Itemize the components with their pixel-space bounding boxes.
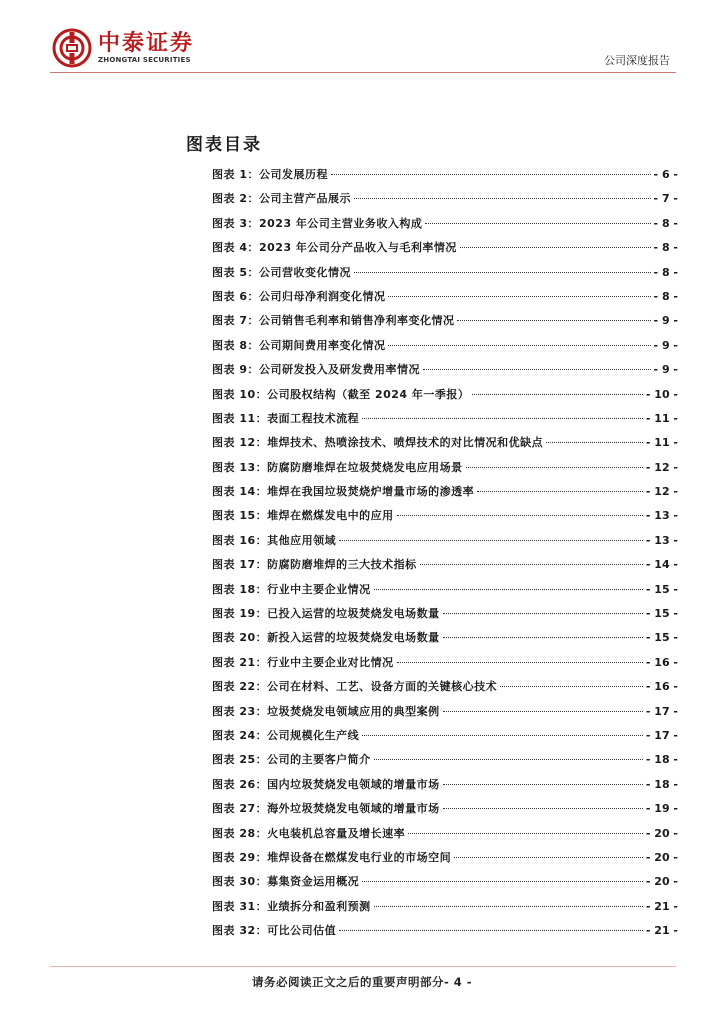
toc-entry-page: - 20 - (645, 850, 678, 864)
toc-dot-leader (339, 540, 643, 541)
toc-entry[interactable] (212, 483, 678, 507)
toc-entry-label: 图表 19：已投入运营的垃圾焚烧发电场数量 (212, 607, 440, 621)
toc-entry[interactable] (212, 703, 678, 727)
toc-dot-leader (443, 613, 643, 614)
toc-entry-label: 图表 7：公司销售毛利率和销售净利率变化情况 (212, 314, 455, 328)
toc-dot-leader (477, 491, 643, 492)
toc-dot-leader (397, 662, 643, 663)
toc-entry-label: 图表 28：火电装机总容量及增长速率 (212, 826, 406, 840)
page-header (0, 0, 724, 80)
toc-entry-label: 图表 13：防腐防磨堆焊在垃圾焚烧发电应用场景 (212, 460, 463, 474)
toc-dot-leader (546, 442, 643, 443)
toc-entry-label: 图表 11：表面工程技术流程 (212, 411, 360, 425)
toc-entry-page: - 8 - (653, 265, 678, 279)
toc-entry-label: 图表 5：公司营收变化情况 (212, 265, 351, 279)
toc-entry-page: - 19 - (645, 802, 678, 816)
toc-entry-label: 图表 9：公司研发投入及研发费用率情况 (212, 363, 420, 377)
toc-dot-leader (443, 711, 643, 712)
toc-entry-page: - 8 - (653, 216, 678, 230)
toc-dot-leader (362, 735, 643, 736)
toc-entry[interactable] (212, 410, 678, 434)
toc-entry-page: - 16 - (645, 655, 678, 669)
report-type-label: 公司深度报告 (604, 54, 670, 67)
toc-entry-label: 图表 21：行业中主要企业对比情况 (212, 655, 394, 669)
toc-entry-label: 图表 18：行业中主要企业情况 (212, 582, 371, 596)
toc-dot-leader (388, 345, 650, 346)
toc-entry[interactable] (212, 215, 678, 239)
toc-entry-label: 图表 2：公司主营产品展示 (212, 192, 351, 206)
footer-disclaimer: 请务必阅读正文之后的重要声明部分 (251, 975, 444, 989)
toc-entry-label: 图表 6：公司归母净利润变化情况 (212, 289, 386, 303)
footer-page-number: - 4 - (443, 975, 473, 989)
toc-entry-label: 图表 17：防腐防磨堆焊的三大技术指标 (212, 558, 417, 572)
toc-entry-page: - 17 - (645, 704, 678, 718)
toc-entry-label: 图表 29：堆焊设备在燃煤发电行业的市场空间 (212, 850, 452, 864)
toc-entry-label: 图表 31：业绩拆分和盈利预测 (212, 899, 371, 913)
toc-entry-page: - 10 - (645, 387, 678, 401)
toc-entry-page: - 15 - (645, 631, 678, 645)
toc-entry-page: - 9 - (653, 314, 678, 328)
toc-entry-page: - 13 - (645, 509, 678, 523)
toc-entry-page: - 15 - (645, 582, 678, 596)
toc-dot-leader (457, 320, 650, 321)
toc-entry[interactable] (212, 337, 678, 361)
toc-entry-page: - 21 - (645, 899, 678, 913)
toc-entry[interactable] (212, 751, 678, 775)
toc-dot-leader (388, 296, 650, 297)
toc-list (212, 166, 678, 947)
toc-entry[interactable] (212, 727, 678, 751)
toc-entry[interactable] (212, 532, 678, 556)
toc-entry-label: 图表 8：公司期间费用率变化情况 (212, 338, 386, 352)
toc-entry-page: - 17 - (645, 728, 678, 742)
toc-dot-leader (331, 174, 651, 175)
toc-dot-leader (354, 272, 651, 273)
toc-entry-label: 图表 12：堆焊技术、热喷涂技术、喷焊技术的对比情况和优缺点 (212, 436, 544, 450)
toc-entry-page: - 8 - (653, 289, 678, 303)
toc-dot-leader (443, 808, 643, 809)
toc-dot-leader (472, 394, 642, 395)
toc-dot-leader (374, 589, 643, 590)
toc-entry-label: 图表 4：2023 年公司分产品收入与毛利率情况 (212, 241, 457, 255)
toc-entry[interactable] (212, 556, 678, 580)
toc-entry-page: - 13 - (645, 533, 678, 547)
toc-dot-leader (408, 833, 643, 834)
toc-entry[interactable] (212, 678, 678, 702)
toc-entry[interactable] (212, 434, 678, 458)
toc-entry-page: - 9 - (653, 363, 678, 377)
toc-entry-label: 图表 30：募集资金运用概况 (212, 875, 360, 889)
toc-dot-leader (454, 857, 643, 858)
page-footer (0, 974, 724, 990)
toc-dot-leader (460, 247, 651, 248)
toc-entry-page: - 20 - (645, 826, 678, 840)
toc-dot-leader (466, 467, 643, 468)
toc-entry-label: 图表 23：垃圾焚烧发电领域应用的典型案例 (212, 704, 440, 718)
toc-entry[interactable] (212, 166, 678, 190)
toc-entry[interactable] (212, 581, 678, 605)
toc-entry[interactable] (212, 898, 678, 922)
toc-dot-leader (443, 784, 643, 785)
toc-dot-leader (339, 930, 643, 931)
toc-dot-leader (420, 564, 643, 565)
toc-entry[interactable] (212, 654, 678, 678)
toc-entry-label: 图表 16：其他应用领域 (212, 533, 337, 547)
toc-dot-leader (423, 369, 651, 370)
toc-entry-page: - 12 - (645, 460, 678, 474)
toc-entry[interactable] (212, 312, 678, 336)
toc-entry[interactable] (212, 873, 678, 897)
toc-entry-page: - 16 - (645, 680, 678, 694)
toc-entry-page: - 14 - (645, 558, 678, 572)
toc-entry-label: 图表 10：公司股权结构（截至 2024 年一季报） (212, 387, 470, 401)
logo-name-cn: 中泰证券 (98, 30, 195, 56)
toc-dot-leader (500, 686, 643, 687)
footer-divider (50, 966, 676, 967)
toc-entry[interactable] (212, 264, 678, 288)
toc-dot-leader (397, 515, 643, 516)
toc-dot-leader (354, 198, 651, 199)
toc-entry-label: 图表 20：新投入运营的垃圾焚烧发电场数量 (212, 631, 440, 645)
toc-entry[interactable] (212, 605, 678, 629)
toc-entry-page: - 11 - (645, 436, 678, 450)
toc-entry[interactable] (212, 190, 678, 214)
toc-entry-page: - 20 - (645, 875, 678, 889)
toc-entry-label: 图表 22：公司在材料、工艺、设备方面的关键核心技术 (212, 680, 498, 694)
toc-entry[interactable] (212, 459, 678, 483)
toc-entry-page: - 18 - (645, 753, 678, 767)
toc-entry[interactable] (212, 386, 678, 410)
toc-entry[interactable] (212, 239, 678, 263)
logo-name-en: ZHONGTAI SECURITIES (98, 55, 191, 64)
toc-entry[interactable] (212, 800, 678, 824)
toc-entry-label: 图表 24：公司规模化生产线 (212, 728, 360, 742)
toc-entry-label: 图表 15：堆焊在燃煤发电中的应用 (212, 509, 394, 523)
toc-dot-leader (362, 418, 643, 419)
toc-entry[interactable] (212, 776, 678, 800)
toc-entry-page: - 8 - (653, 241, 678, 255)
toc-entry-label: 图表 26：国内垃圾焚烧发电领域的增量市场 (212, 777, 440, 791)
company-logo (52, 28, 194, 68)
toc-entry-page: - 7 - (653, 192, 678, 206)
toc-dot-leader (374, 759, 643, 760)
toc-entry[interactable] (212, 849, 678, 873)
toc-entry-page: - 15 - (645, 607, 678, 621)
toc-entry[interactable] (212, 288, 678, 312)
toc-entry-page: - 12 - (645, 485, 678, 499)
toc-dot-leader (425, 223, 650, 224)
toc-entry[interactable] (212, 361, 678, 385)
toc-entry-page: - 21 - (645, 924, 678, 938)
toc-title: 图表目录 (186, 135, 262, 155)
toc-entry[interactable] (212, 825, 678, 849)
header-divider (50, 72, 676, 73)
toc-entry[interactable] (212, 922, 678, 946)
logo-mark-icon (52, 28, 92, 68)
toc-entry[interactable] (212, 629, 678, 653)
toc-entry-page: - 18 - (645, 777, 678, 791)
toc-entry-label: 图表 1：公司发展历程 (212, 168, 328, 181)
toc-entry-label: 图表 25：公司的主要客户简介 (212, 753, 371, 767)
toc-dot-leader (374, 906, 643, 907)
toc-dot-leader (362, 881, 643, 882)
toc-entry-page: - 6 - (653, 168, 678, 181)
toc-entry[interactable] (212, 507, 678, 531)
toc-entry-page: - 11 - (645, 411, 678, 425)
toc-entry-label: 图表 3：2023 年公司主营业务收入构成 (212, 216, 423, 230)
toc-entry-label: 图表 32：可比公司估值 (212, 924, 337, 938)
toc-dot-leader (443, 637, 643, 638)
toc-entry-label: 图表 27：海外垃圾焚烧发电领域的增量市场 (212, 802, 440, 816)
toc-entry-page: - 9 - (653, 338, 678, 352)
toc-entry-label: 图表 14：堆焊在我国垃圾焚烧炉增量市场的渗透率 (212, 485, 475, 499)
